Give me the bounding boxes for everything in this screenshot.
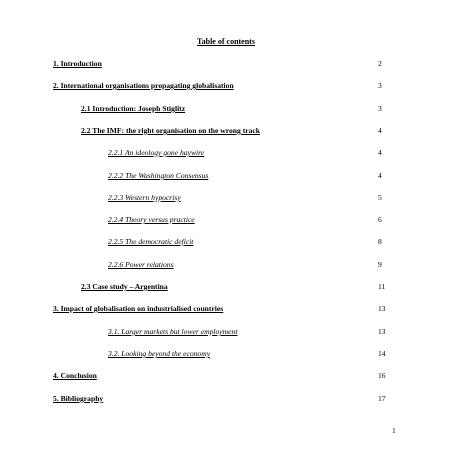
toc-entry[interactable] xyxy=(0,260,452,270)
toc-entry-text[interactable]: 2.3 Case study – Argentina xyxy=(81,282,168,291)
toc-entry-text[interactable]: 3.2. Looking beyond the economy xyxy=(108,349,211,358)
toc-entry-text[interactable]: 2.2.5 The democratic deficit xyxy=(108,237,194,246)
toc-entry-text[interactable]: 2.2.3 Western hypocrisy xyxy=(108,193,181,202)
toc-entry-page: 4 xyxy=(378,171,382,180)
toc-title: Table of contents xyxy=(197,37,255,46)
toc-entry-text[interactable]: 2.2.6 Power relations xyxy=(108,260,174,269)
toc-entry[interactable] xyxy=(0,59,452,69)
toc-entry-page: 11 xyxy=(378,282,386,291)
toc-entry-page: 5 xyxy=(378,193,382,202)
toc-entry-page: 4 xyxy=(378,148,382,157)
toc-entry[interactable] xyxy=(0,282,452,292)
toc-entry[interactable] xyxy=(0,394,452,404)
toc-entry-text[interactable]: 5. Bibliography xyxy=(53,394,104,403)
toc-entry-page: 17 xyxy=(378,394,386,403)
toc-entry[interactable] xyxy=(0,349,452,359)
toc-entry-page: 6 xyxy=(378,215,382,224)
page-number: 1 xyxy=(392,426,396,435)
toc-entry-page: 14 xyxy=(378,349,386,358)
toc-entry-page: 4 xyxy=(378,126,382,135)
toc-entry-page: 3 xyxy=(378,104,382,113)
toc-entry-text[interactable]: 4. Conclusion xyxy=(53,371,97,380)
toc-entry[interactable] xyxy=(0,148,452,158)
toc-entry-text[interactable]: 3.1. Larger markets but lower employment xyxy=(108,327,238,336)
toc-entry[interactable] xyxy=(0,215,452,225)
toc-entry[interactable] xyxy=(0,81,452,91)
toc-entry-text[interactable]: 1. Introduction xyxy=(53,59,102,68)
toc-entry-text[interactable]: 3. Impact of globalisation on industrialised countries xyxy=(53,304,224,313)
toc-entry[interactable] xyxy=(0,237,452,247)
toc-entry-page: 13 xyxy=(378,304,386,313)
toc-entry-page: 8 xyxy=(378,237,382,246)
toc-entry-page: 3 xyxy=(378,81,382,90)
toc-entry[interactable] xyxy=(0,193,452,203)
toc-entry-text[interactable]: 2.2.2 The Washington Consensus xyxy=(108,171,209,180)
toc-entry-text[interactable]: 2. International organisations propagating globalisation xyxy=(53,81,234,90)
toc-entry[interactable] xyxy=(0,126,452,136)
toc-entry-page: 13 xyxy=(378,327,386,336)
toc-entry[interactable] xyxy=(0,171,452,181)
toc-entry-page: 9 xyxy=(378,260,382,269)
toc-entry-page: 2 xyxy=(378,59,382,68)
toc-entry[interactable] xyxy=(0,371,452,381)
toc-entry[interactable] xyxy=(0,304,452,314)
toc-entry-text[interactable]: 2.2 The IMF: the right organisation on the wrong track xyxy=(81,126,261,135)
toc-entry-text[interactable]: 2.2.1 An ideology gone haywire xyxy=(108,148,205,157)
toc-entry[interactable] xyxy=(0,327,452,337)
toc-entry-page: 16 xyxy=(378,371,386,380)
toc-entry-text[interactable]: 2.2.4 Theory versus practice xyxy=(108,215,195,224)
toc-entry-text[interactable]: 2.1 Introduction: Joseph Stiglitz xyxy=(81,104,186,113)
toc-entry[interactable] xyxy=(0,104,452,114)
